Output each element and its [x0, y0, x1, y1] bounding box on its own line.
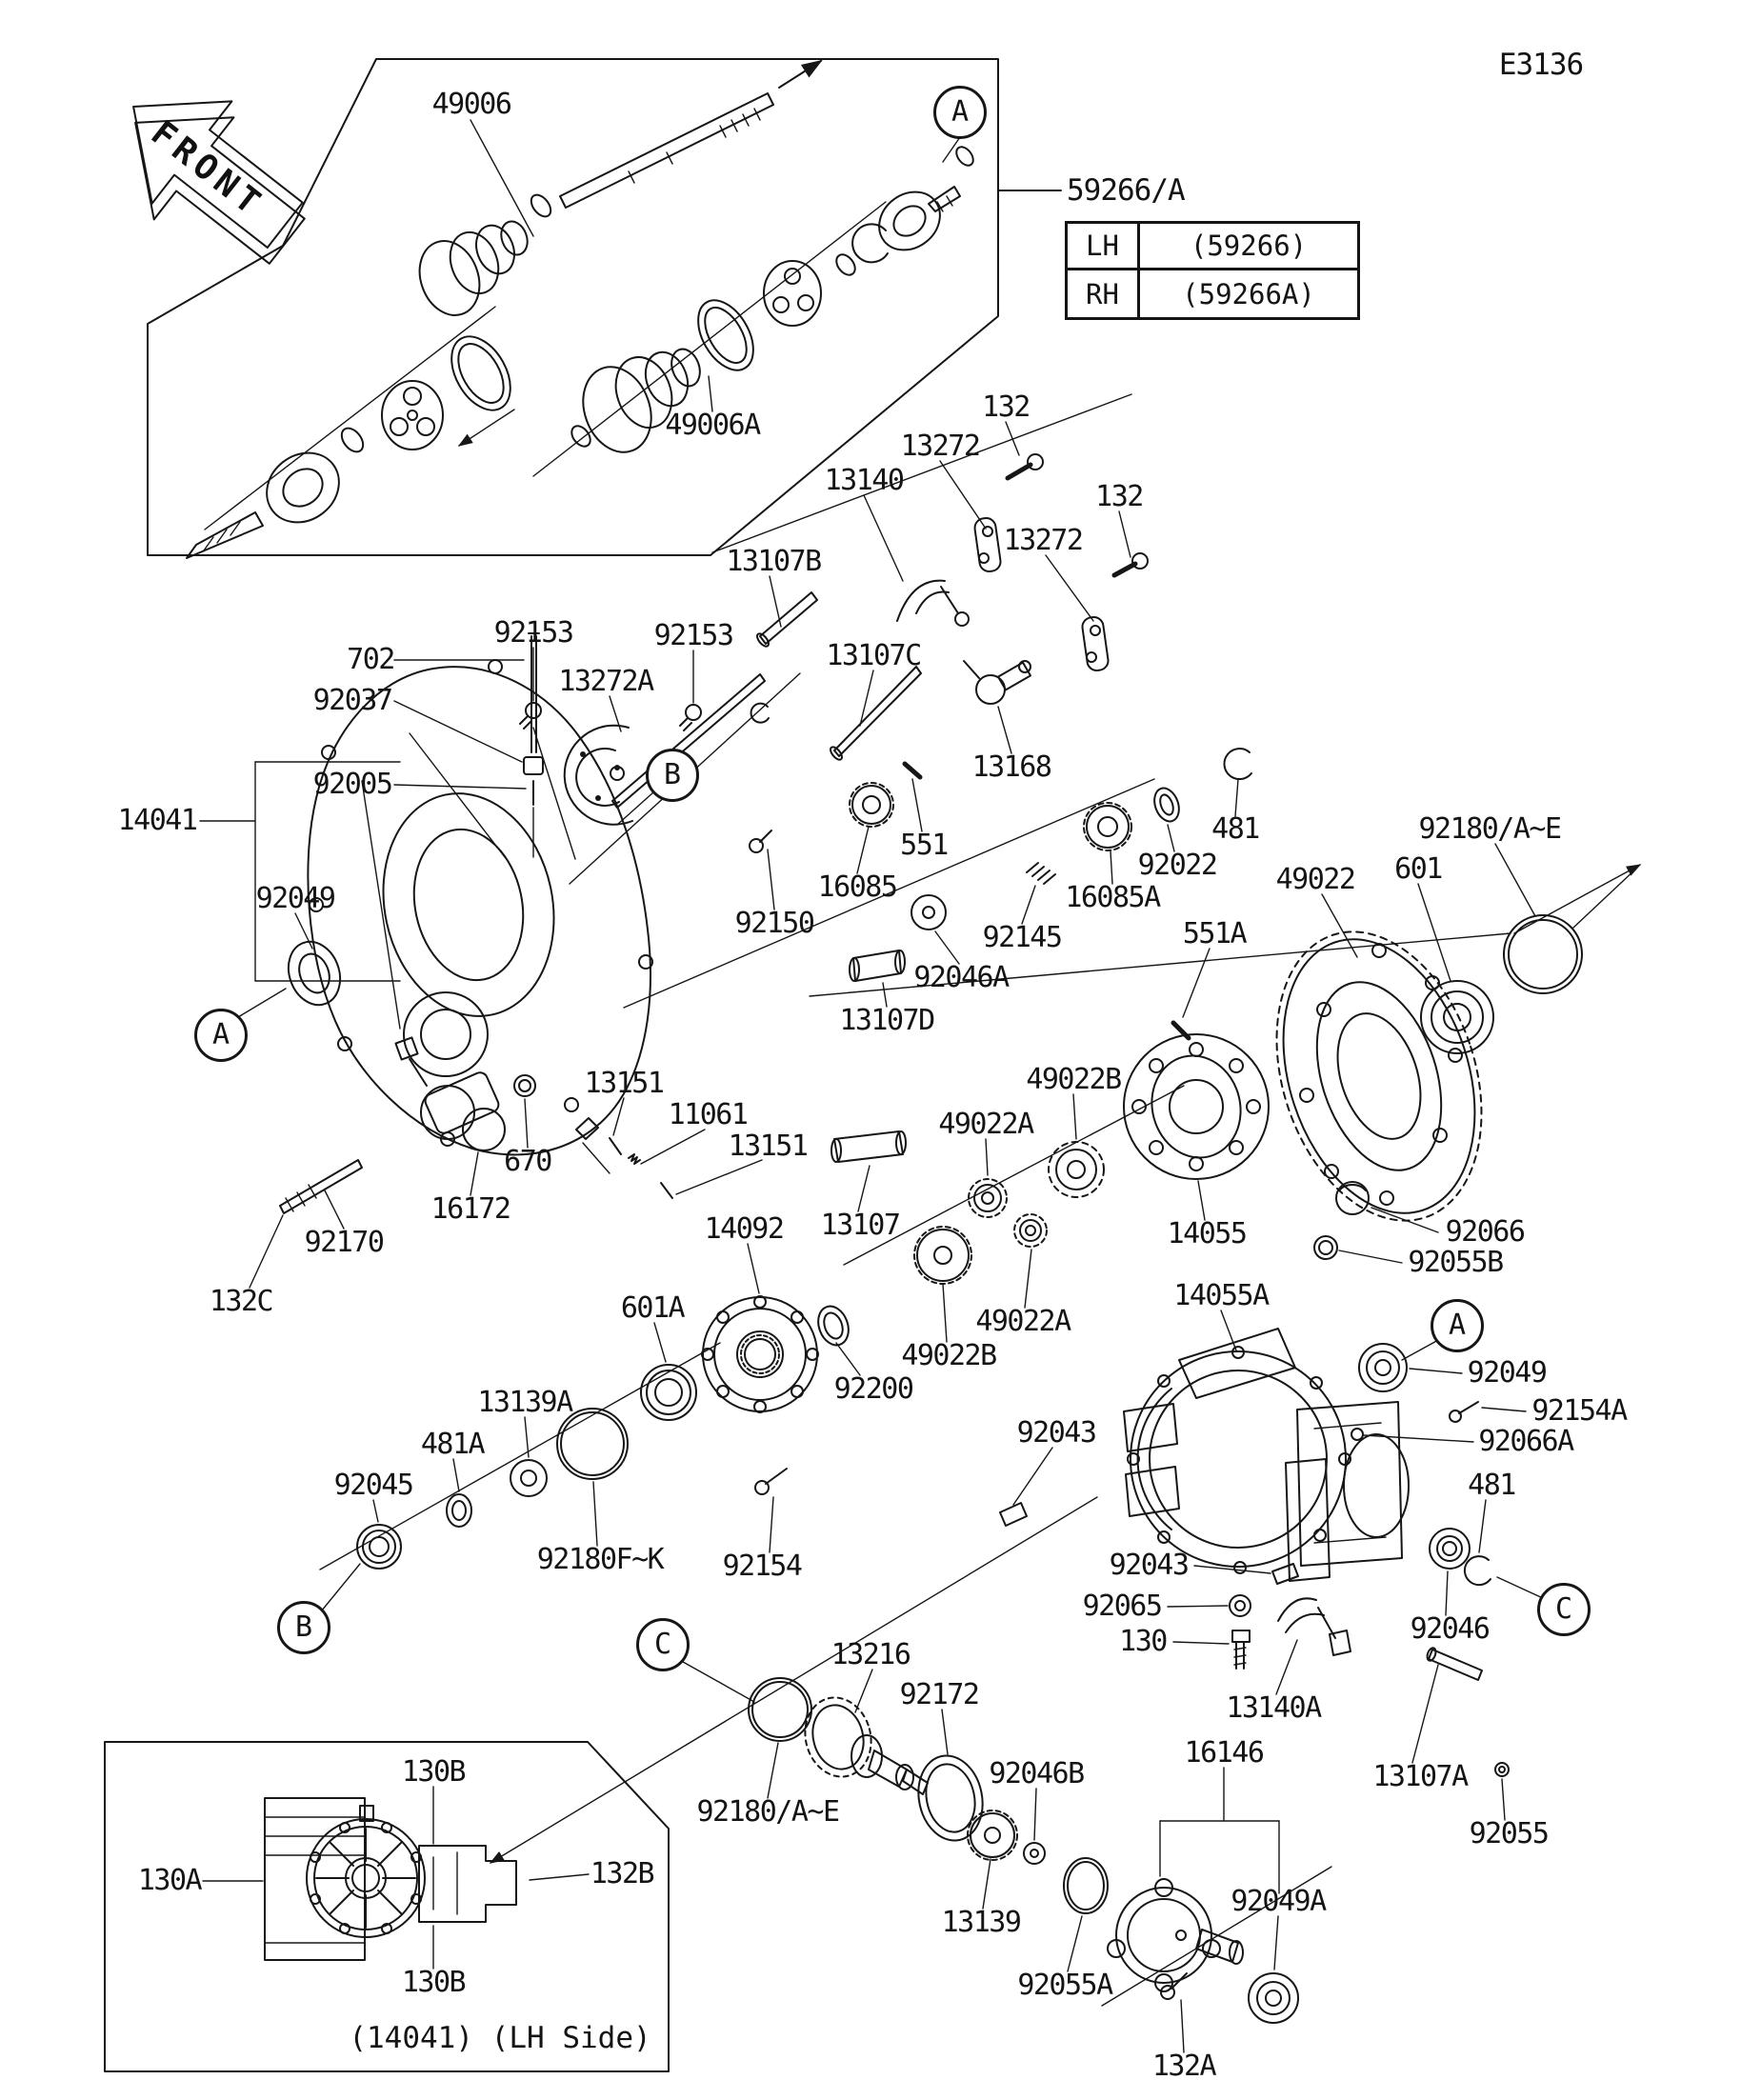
part-label: 92065 [1082, 1590, 1162, 1623]
part-label: 92154 [722, 1550, 802, 1583]
part-label: 92046B [989, 1757, 1084, 1790]
part-label: 14055A [1173, 1279, 1269, 1312]
part-label: 92145 [982, 921, 1062, 954]
part-label: 92046A [913, 961, 1009, 994]
lh-side-caption: (14041) (LH Side) [349, 2021, 651, 2055]
part-label: 92049 [255, 882, 335, 915]
part-label: 132 [1095, 480, 1143, 513]
part-label: 92049A [1231, 1885, 1326, 1918]
part-label: 13107C [826, 639, 921, 672]
part-label: 13140A [1226, 1691, 1321, 1725]
part-label: 16172 [430, 1192, 510, 1226]
part-label: 11061 [668, 1098, 748, 1131]
part-label: 92180F~K [536, 1543, 664, 1576]
part-label: 13107A [1372, 1760, 1468, 1793]
callout-circle-A: A [194, 1009, 248, 1062]
part-label: 92180/A~E [696, 1795, 839, 1829]
part-label: 92066A [1478, 1425, 1573, 1458]
part-label: 481 [1211, 812, 1259, 846]
callout-circle-B: B [646, 749, 699, 802]
ref-table-side: RH [1068, 270, 1140, 317]
part-label: 92055 [1469, 1817, 1549, 1850]
part-label: 14055 [1167, 1217, 1247, 1250]
callout-circle-A: A [933, 86, 987, 139]
ref-table-part: (59266A) [1182, 277, 1315, 310]
callout-circle-A: A [1431, 1299, 1484, 1352]
part-label: 130 [1119, 1625, 1167, 1658]
part-label: 14041 [117, 804, 197, 837]
part-label: 49022A [938, 1108, 1033, 1141]
part-label: 13139 [941, 1906, 1021, 1939]
part-label: 13151 [728, 1130, 808, 1163]
part-label: 481 [1468, 1469, 1515, 1502]
callout-circle-C: C [1537, 1583, 1591, 1636]
part-label: 670 [504, 1145, 551, 1178]
part-label: 92037 [312, 684, 392, 717]
lh-rh-reference-table [1065, 221, 1360, 320]
part-label: 13272A [558, 665, 653, 698]
part-label: 13107B [726, 545, 821, 578]
part-label: 13168 [971, 750, 1051, 784]
part-label: 13140 [824, 464, 904, 497]
part-label: 132 [982, 390, 1030, 424]
part-label: 92055A [1017, 1969, 1112, 2002]
part-label: 130B [401, 1755, 466, 1789]
part-label: 92154A [1531, 1394, 1627, 1428]
ref-table-side: LH [1068, 224, 1140, 270]
lh-side-art [265, 1798, 516, 1960]
part-label: 49022 [1275, 863, 1355, 896]
part-label: 92200 [833, 1372, 913, 1406]
part-label: 92043 [1016, 1416, 1096, 1450]
part-label: 130B [401, 1966, 466, 1999]
callout-circle-C: C [636, 1618, 690, 1671]
part-label: 13272 [900, 430, 980, 463]
part-label: 92043 [1109, 1549, 1189, 1582]
part-label: 551A [1182, 917, 1247, 950]
ref-table-part: (59266) [1140, 224, 1357, 270]
part-label: 13272 [1003, 524, 1083, 557]
part-label: 16085A [1065, 881, 1160, 914]
part-label: 13107 [820, 1209, 900, 1242]
part-label: 92180/A~E [1418, 812, 1561, 846]
part-label: 92046 [1410, 1612, 1490, 1646]
part-label: 13139A [477, 1386, 572, 1419]
part-label: 92170 [304, 1226, 384, 1259]
callout-circle-B: B [277, 1601, 330, 1654]
assembly-label: 59266/A [1067, 173, 1185, 208]
drive-shaft-box [148, 59, 1061, 555]
page-code: E3136 [1498, 48, 1584, 82]
part-label: 92045 [333, 1469, 413, 1502]
part-label: 49022A [975, 1305, 1071, 1338]
part-label: 601 [1394, 852, 1442, 886]
part-label: 49022B [1026, 1063, 1121, 1096]
part-label: 16146 [1184, 1736, 1264, 1770]
part-label: 92172 [899, 1678, 979, 1711]
part-label: 132A [1151, 2050, 1216, 2083]
part-label: 551 [900, 829, 948, 862]
part-label: 49006 [431, 88, 511, 121]
part-label: 481A [420, 1428, 485, 1461]
part-label: 49006A [665, 409, 760, 442]
part-label: 92005 [312, 768, 392, 801]
part-label: 601A [620, 1291, 685, 1325]
part-label: 16085 [817, 870, 897, 904]
part-label: 92055B [1408, 1246, 1503, 1279]
part-label: 132B [590, 1857, 654, 1890]
part-label: 14092 [704, 1212, 784, 1246]
part-label: 13216 [830, 1638, 911, 1671]
part-label: 13107D [839, 1004, 934, 1037]
part-label: 92049 [1467, 1356, 1547, 1390]
part-label: 132C [209, 1285, 273, 1318]
part-label: 92066 [1445, 1215, 1525, 1249]
part-label: 92153 [493, 616, 573, 650]
part-label: 13151 [584, 1067, 664, 1100]
part-label: 130A [137, 1864, 202, 1897]
part-label: 92153 [653, 619, 733, 652]
part-label: 92150 [734, 907, 814, 940]
part-label: 92022 [1137, 849, 1217, 882]
part-label: 702 [347, 643, 394, 676]
gear-train-art [357, 905, 1582, 1569]
front-arrow-label: FRONT [143, 113, 272, 226]
part-label: 49022B [901, 1339, 996, 1372]
